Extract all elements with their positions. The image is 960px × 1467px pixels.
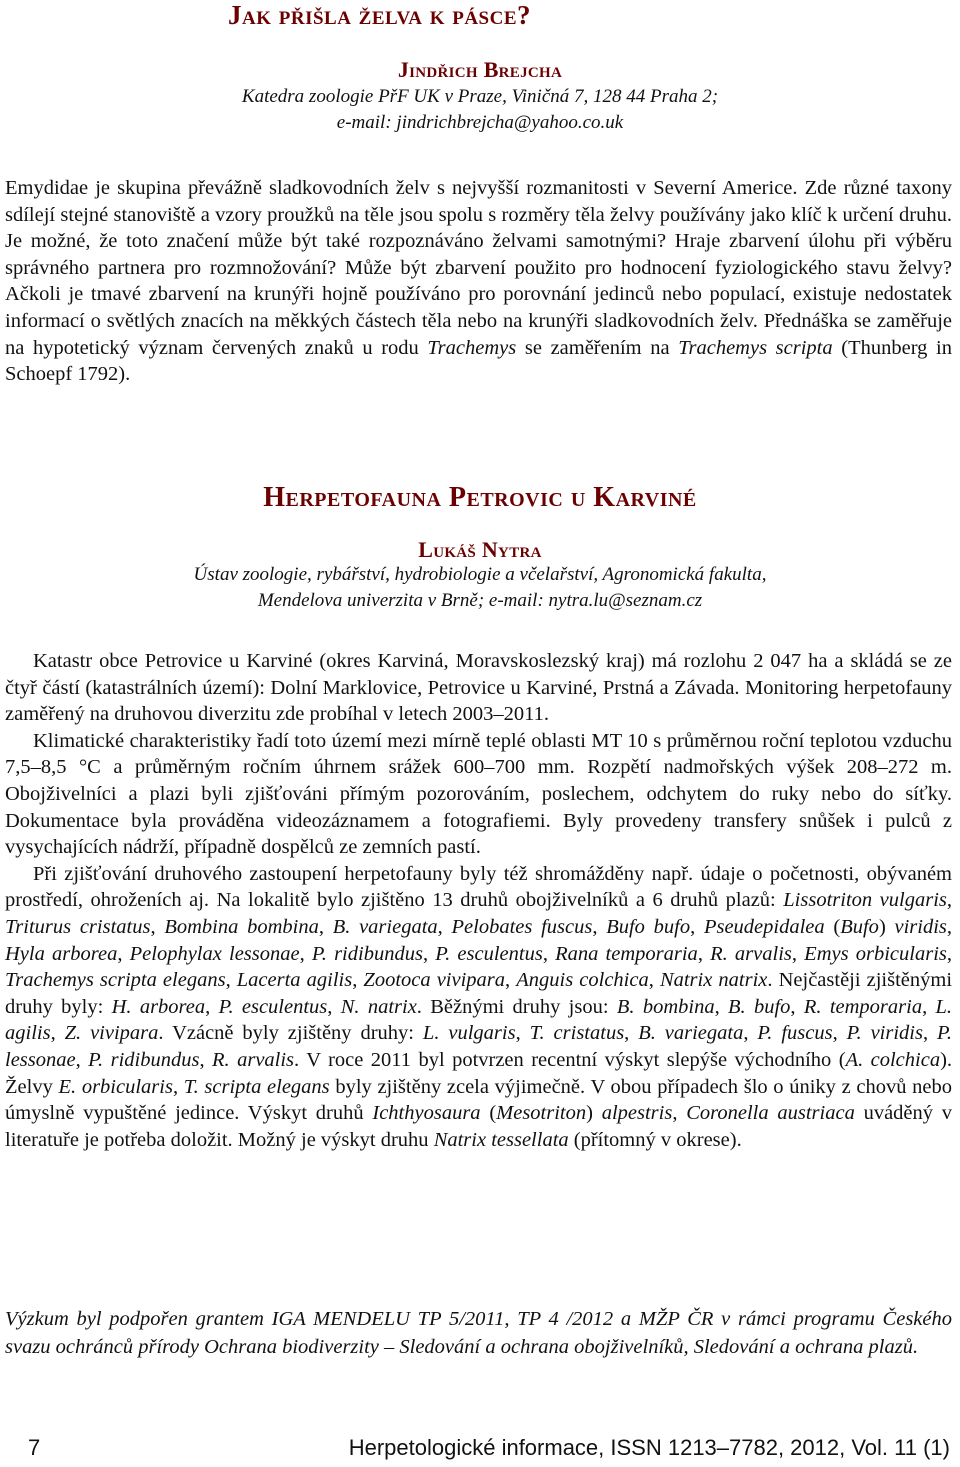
- paragraph-text: ,: [225, 969, 237, 992]
- taxon-name: B. variegata: [332, 915, 438, 938]
- paragraph-text: ,: [922, 1022, 938, 1045]
- taxon-name: A. colchica: [845, 1048, 941, 1071]
- taxon-name: Bombina bombina: [164, 915, 319, 938]
- paragraph-text: ,: [150, 915, 165, 938]
- article1-abstract: [5, 175, 952, 388]
- paragraph-text: ,: [946, 915, 953, 938]
- paragraph-text: (přítomný v okrese).: [568, 1128, 742, 1151]
- paragraph-text: ,: [117, 942, 130, 965]
- paragraph-text: ,: [743, 1022, 758, 1045]
- taxon-name: T. scripta elegans: [183, 1075, 330, 1098]
- paragraph-text: ,: [515, 1022, 530, 1045]
- paragraph-text: byly zjištěny zcela výjimečně. V obou případech šlo o úniky z chovů nebo úmyslně vypuštěné jedince. Výskyt druhů: [5, 1075, 952, 1125]
- paragraph-text: ,: [327, 995, 341, 1018]
- paragraph-text: ): [586, 1102, 602, 1125]
- paragraph-text: ,: [648, 969, 660, 992]
- paragraph-text: ,: [790, 995, 804, 1018]
- paragraph-text: ,: [299, 942, 312, 965]
- paragraph-text: Při zjišťování druhového zastoupení herpetofauny byly též shromážděny např. údaje o početnosti, obývaném prostředí, ohroženích aj. Na lokalitě bylo zjištěno 13 druhů obojživelníků a 6 druhů plazů:: [5, 862, 952, 912]
- taxon-name: B. variegata: [638, 1022, 744, 1045]
- taxon-name: Natrix natrix: [659, 969, 768, 992]
- page-number: 7: [28, 1435, 41, 1460]
- abstract-text: se zaměřením na: [516, 336, 679, 359]
- taxon-name: P. ridibundus: [311, 942, 423, 965]
- paragraph-text: ,: [75, 1048, 89, 1071]
- taxon-name: R. temporaria: [803, 995, 923, 1018]
- taxon-name: Trachemys scripta: [678, 336, 833, 359]
- paragraph-text: . Nejčastěji zjištěnými druhy byly:: [5, 969, 953, 1018]
- article2-title: Herpetofauna Petrovic u Karviné: [263, 482, 697, 513]
- taxon-name: Bufo bufo: [606, 915, 691, 938]
- taxon-name: P. esculentus: [435, 942, 543, 965]
- paragraph-3: [5, 861, 952, 1154]
- taxon-name: Mesotriton: [496, 1102, 587, 1125]
- paragraph-text: ): [878, 915, 895, 938]
- taxon-name: Lissotriton vulgaris: [783, 889, 947, 912]
- taxon-name: Lacerta agilis: [236, 969, 353, 992]
- taxon-name: P. viridis: [846, 1022, 923, 1045]
- paragraph-text: ,: [624, 1022, 639, 1045]
- paragraph-text: ,: [352, 969, 364, 992]
- paragraph-text: ,: [946, 889, 952, 912]
- paragraph-text: ,: [672, 1102, 687, 1125]
- taxon-name: H. arborea: [111, 995, 206, 1018]
- taxon-name: Natrix tessellata: [433, 1128, 569, 1151]
- taxon-name: Zootoca vivipara: [363, 969, 506, 992]
- taxon-name: Anguis colchica: [516, 969, 649, 992]
- taxon-name: viridis: [894, 915, 947, 938]
- taxon-name: P. ridibundus: [88, 1048, 200, 1071]
- paragraph-text: ,: [946, 942, 952, 965]
- taxon-name: R. arvalis: [710, 942, 792, 965]
- taxon-name: B. bombina: [616, 995, 715, 1018]
- taxon-name: Trachemys: [427, 336, 517, 359]
- article1-title: Jak přišla želva k pásce?: [228, 0, 532, 30]
- article2-email: Mendelova univerzita v Brně; e-mail: nytra.lu@seznam.cz: [257, 590, 703, 611]
- taxon-name: Bufo: [840, 915, 879, 938]
- paragraph-text: ,: [690, 915, 704, 938]
- paragraph-text: ,: [697, 942, 711, 965]
- paragraph-1: Katastr obce Petrovice u Karviné (okres Karviná, Moravskoslezský kraj) má rozlohu 2 047 ha a skládá se ze čtyř částí (katastrálních území): Dolní Marklovice, Petrovice u Karviné, Prstná a Závada. Monitoring herpetofauny zaměřený na druhovou diverzitu zde probíhal v letech 2003–2011.: [5, 650, 952, 726]
- article2-author: Lukáš Nytra: [418, 537, 542, 562]
- taxon-name: Hyla arborea: [5, 942, 118, 965]
- paragraph-text: ,: [922, 995, 936, 1018]
- article1-author: Jindřich Brejcha: [397, 57, 563, 82]
- taxon-name: B. bufo: [728, 995, 791, 1018]
- taxon-name: Coronella austriaca: [686, 1102, 855, 1125]
- paragraph-text: ,: [832, 1022, 847, 1045]
- taxon-name: Pelophylax lessonae: [129, 942, 300, 965]
- taxon-name: Z. vivipara: [64, 1022, 159, 1045]
- taxon-name: Pseudepidalea: [703, 915, 825, 938]
- taxon-name: L. agilis: [5, 995, 953, 1045]
- taxon-name: Emys orbicularis: [804, 942, 947, 965]
- paragraph-text: ,: [505, 969, 517, 992]
- paragraph-text: ,: [50, 1022, 65, 1045]
- taxon-name: Rana temporaria: [555, 942, 698, 965]
- paragraph-text: ,: [791, 942, 805, 965]
- paragraph-text: ,: [437, 915, 452, 938]
- taxon-name: Trachemys scripta elegans: [5, 969, 226, 992]
- paragraph-2: Klimatické charakteristiky řadí toto území mezi mírně teplé oblasti MT 10 s průměrnou roční teplotou vzduchu 7,5–8,5 °C a průměrným ročním úhrnem srážek 600–700 mm. Rozpětí nadmořských výšek 208–272 m. Obojživelníci a plazi byli zjišťováni přímým pozorováním, poslechem, odchytem do ruky nebo do síťky. Dokumentace byla prováděna videozáznamem a fotografiemi. Byly provedeny transfery snůšek i pulců z vysychajících nádrží, případně dospělců ze zemních pastí.: [5, 729, 952, 859]
- taxon-name: E. orbicularis: [58, 1075, 173, 1098]
- taxon-name: Pelobates fuscus: [451, 915, 593, 938]
- paragraph-text: . Vzácně byly zjištěny druhy:: [158, 1022, 423, 1045]
- taxon-name: R. arvalis: [212, 1048, 295, 1071]
- taxon-name: Ichthyosaura: [372, 1102, 481, 1125]
- paragraph-text: ,: [199, 1048, 213, 1071]
- acknowledgement: Výzkum byl podpořen grantem IGA MENDELU TP 5/2011, TP 4 /2012 a MŽP ČR v rámci programu Českého svazu ochránců přírody Ochrana biodiverzity – Sledování a ochrana obojživelníků, Sledování a ochrana plazů.: [5, 1308, 952, 1358]
- journal-citation: Herpetologické informace, ISSN 1213–7782, 2012, Vol. 11 (1): [348, 1435, 950, 1460]
- paragraph-text: (: [824, 915, 841, 938]
- paragraph-text: ,: [318, 915, 333, 938]
- taxon-name: P. esculentus: [218, 995, 328, 1018]
- taxon-name: T. cristatus: [529, 1022, 625, 1045]
- paragraph-text: ). Želvy: [5, 1048, 953, 1098]
- paragraph-text: ,: [205, 995, 219, 1018]
- article1-affiliation: [0, 84, 960, 136]
- taxon-name: P. lessonae: [5, 1022, 953, 1071]
- taxon-name: N. natrix: [340, 995, 417, 1018]
- paragraph-text: ,: [592, 915, 607, 938]
- article1-affiliation-line1: Katedra zoologie PřF UK v Praze, Viničná 7, 128 44 Praha 2;: [241, 86, 719, 107]
- article2-affiliation-line1: Ústav zoologie, rybářství, hydrobiologie a včelařství, Agronomická fakulta,: [193, 564, 767, 585]
- paragraph-text: ,: [172, 1075, 184, 1098]
- taxon-name: alpestris: [601, 1102, 673, 1125]
- article2-affiliation: [0, 562, 960, 614]
- paragraph-text: . V roce 2011 byl potvrzen recentní výskyt slepýše východního (: [294, 1048, 846, 1071]
- article2-body: [5, 648, 952, 1153]
- abstract-text: Emydidae je skupina převážně sladkovodních želv s nejvyšší rozmanitosti v Severní Americe. Zde různé taxony sdílejí stejné stanoviště a vzory proužků na těle jsou spolu s rozměry těla želvy používány jako klíč k určení druhu. Je možné, že toto značení může být také rozpoznáváno želvami samotnými? Hraje zbarvení úlohu při výběru správného partnera pro rozmnožování? Může být zbarvení použito pro hodnocení fyziologického stavu želvy? Ačkoli je tmavé zbarvení na krunýři hojně používáno pro porovnání jedinců nebo populací, existuje nedostatek informací o světlých znacích na měkkých částech těla nebo na krunýři sladkovodních želv. Přednáška se zaměřuje na hypotetický význam červených znaků u rodu: [5, 177, 952, 359]
- paragraph-text: ,: [422, 942, 436, 965]
- paragraph-text: . Běžnými druhy jsou:: [416, 995, 617, 1018]
- taxon-name: Triturus cristatus: [5, 915, 151, 938]
- abstract-text: (Thunberg in Schoepf 1792).: [5, 336, 952, 386]
- paragraph-text: (: [480, 1102, 497, 1125]
- paragraph-text: ,: [714, 995, 729, 1018]
- paragraph-text: ,: [542, 942, 556, 965]
- paragraph-text: uváděný v literatuře je potřeba doložit. Možný je výskyt druhu: [5, 1102, 953, 1151]
- article1-email: e-mail: jindrichbrejcha@yahoo.co.uk: [336, 112, 624, 133]
- taxon-name: L. vulgaris: [422, 1022, 516, 1045]
- taxon-name: P. fuscus: [757, 1022, 833, 1045]
